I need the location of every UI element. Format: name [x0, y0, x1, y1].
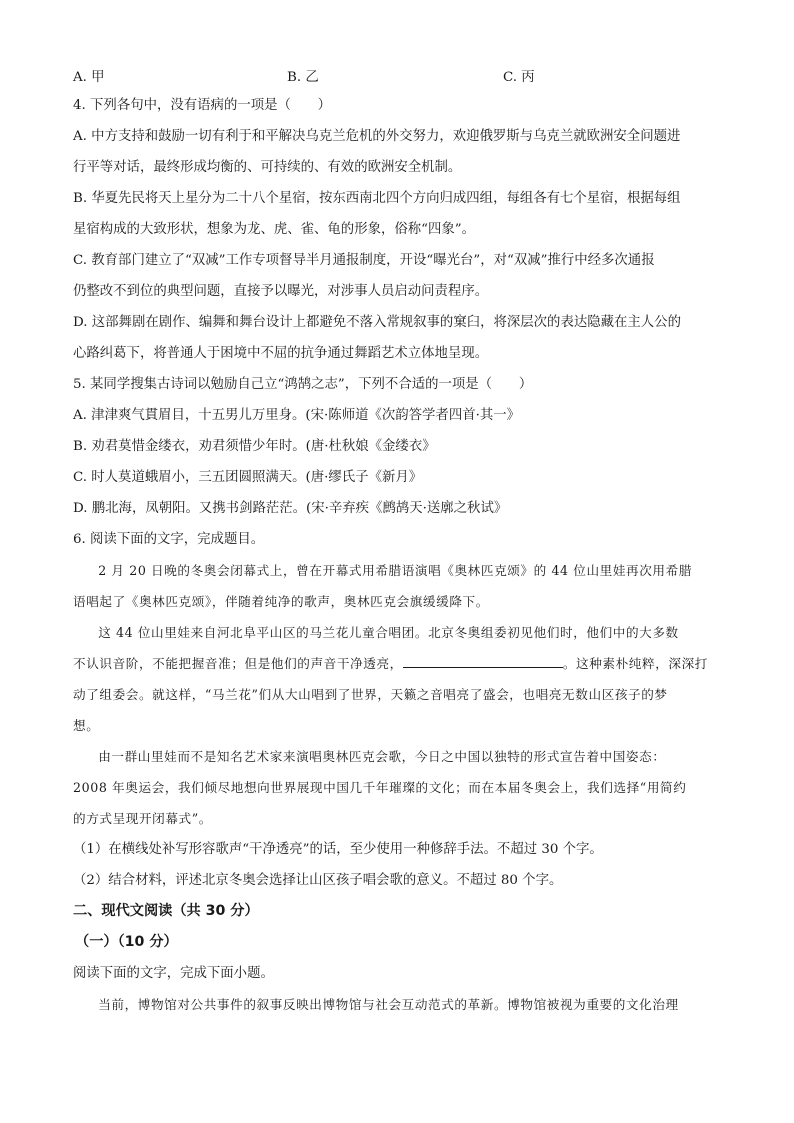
- question-4: [73, 90, 723, 369]
- passage-p1-line1: 2 月 20 日晚的冬奥会闭幕式上，曾在开幕式用希腊语演唱《奥林匹克颂》的 44 位山里娃再次用希腊: [98, 563, 693, 578]
- passage-p3-line3: 的方式呈现开闭幕式”。: [73, 811, 212, 826]
- q4-option-b-line2: 星宿构成的大致形状，想象为龙、虎、雀、龟的形象，俗称“四象”。: [73, 222, 476, 237]
- passage-p3-line1: 由一群山里娃而不是知名艺术家来演唱奥林匹克会歌，今日之中国以独特的形式宣告着中国姿态：: [98, 749, 666, 764]
- q4-option-d-line2: 心路纠葛下，将普通人于困境中不屈的抗争通过舞蹈艺术立体地呈现。: [73, 346, 489, 361]
- q3-option-c: C. 丙: [503, 70, 535, 85]
- passage-p2-line2-before: 不认识音阶，不能把握音准；但是他们的声音干净透亮，: [73, 656, 403, 671]
- q4-option-b-line1: B. 华夏先民将天上星分为二十八个星宿，按东西南北四个方向归成四组，每组各有七个星宿，根据每组: [73, 191, 681, 206]
- q3-option-a: A. 甲: [73, 70, 105, 85]
- fill-in-blank: [403, 653, 563, 668]
- reading-passage-line1: 当前，博物馆对公共事件的叙事反映出博物馆与社会互动范式的革新。博物馆被视为重要的文化治理: [98, 997, 679, 1012]
- reading-instruction: 阅读下面的文字，完成下面小题。: [73, 966, 274, 981]
- passage-p2-line1: 这 44 位山里娃来自河北阜平山区的马兰花儿童合唱团。北京冬奥组委初见他们时，他们中的大多数: [98, 625, 679, 640]
- q4-option-c-line1: C. 教育部门建立了“双减”工作专项督导半月通报制度，开设“曝光台”，对“双减”推行中经多次通报: [73, 253, 655, 268]
- question-6: [73, 524, 723, 896]
- q5-stem: 5. 某同学搜集古诗词以勉励自己立“鸿鹄之志”，下列不合适的一项是（ ）: [73, 377, 533, 392]
- q4-option-c-line2: 仍整改不到位的典型问题，直接予以曝光，对涉事人员启动问责程序。: [73, 284, 489, 299]
- passage-p2-line2-after: 。这种素朴纯粹，深深打: [562, 656, 708, 671]
- section-2: [73, 896, 723, 1020]
- section-title: 二、现代文阅读（共 30 分）: [73, 903, 259, 919]
- q4-option-a-line2: 行平等对话，最终形成均衡的、可持续的、有效的欧洲安全机制。: [73, 160, 462, 175]
- q4-option-d-line1: D. 这部舞剧在剧作、编舞和舞台设计上都避免不落入常规叙事的窠臼，将深层次的表达隐藏在主人公的: [73, 315, 681, 330]
- q6-subquestion-2: （2）结合材料，评述北京冬奥会选择让山区孩子唱会歌的意义。不超过 80 个字。: [73, 873, 563, 888]
- passage-p2-line3: 动了组委会。就这样，“马兰花”们从大山唱到了世界，天籁之音唱亮了盛会，也唱亮无数山区孩子的梦: [73, 687, 668, 702]
- part-title: （一）（10 分）: [75, 934, 178, 950]
- q3-option-b: B. 乙: [287, 70, 319, 85]
- q3-options: [73, 62, 723, 90]
- q6-subquestion-1: （1）在横线处补写形容歌声“干净透亮”的话，至少使用一种修辞手法。不超过 30 个字。: [73, 842, 603, 857]
- q4-option-a-line1: A. 中方支持和鼓励一切有利于和平解决乌克兰危机的外交努力，欢迎俄罗斯与乌克兰就欧洲安全问题进: [73, 129, 681, 144]
- q5-option-a: A. 津津爽气貫眉目，十五男儿万里身。(宋·陈师道《次韵答学者四首·其一》: [73, 408, 521, 423]
- q4-stem: 4. 下列各句中，没有语病的一项是（ ）: [73, 98, 332, 113]
- q6-stem: 6. 阅读下面的文字，完成题目。: [73, 532, 265, 547]
- q5-option-b: B. 劝君莫惜金缕衣，劝君须惜少年时。(唐·杜秋娘《金缕衣》: [73, 439, 436, 454]
- passage-p3-line2: 2008 年奥运会，我们倾尽地想向世界展现中国几千年璀璨的文化；而在本届冬奥会上，我们选择“用简约: [73, 780, 687, 795]
- q6-passage: [73, 555, 723, 834]
- q5-option-d: D. 鹏北海，凤朝阳。又携书剑路茫茫。(宋·辛弃疾《鹧鸪天·送廓之秋试》: [73, 501, 508, 516]
- q5-option-c: C. 时人莫道蛾眉小，三五团圆照满天。(唐·缪氏子《新月》: [73, 470, 423, 485]
- document-page: [73, 62, 723, 1020]
- passage-p2-line4: 想。: [73, 718, 100, 733]
- question-5: [73, 369, 723, 524]
- passage-p1-line2: 语唱起了《奥林匹克颂》，伴随着纯净的歌声，奥林匹克会旗缓缓降下。: [73, 594, 489, 609]
- passage-p2-line2: [73, 648, 723, 679]
